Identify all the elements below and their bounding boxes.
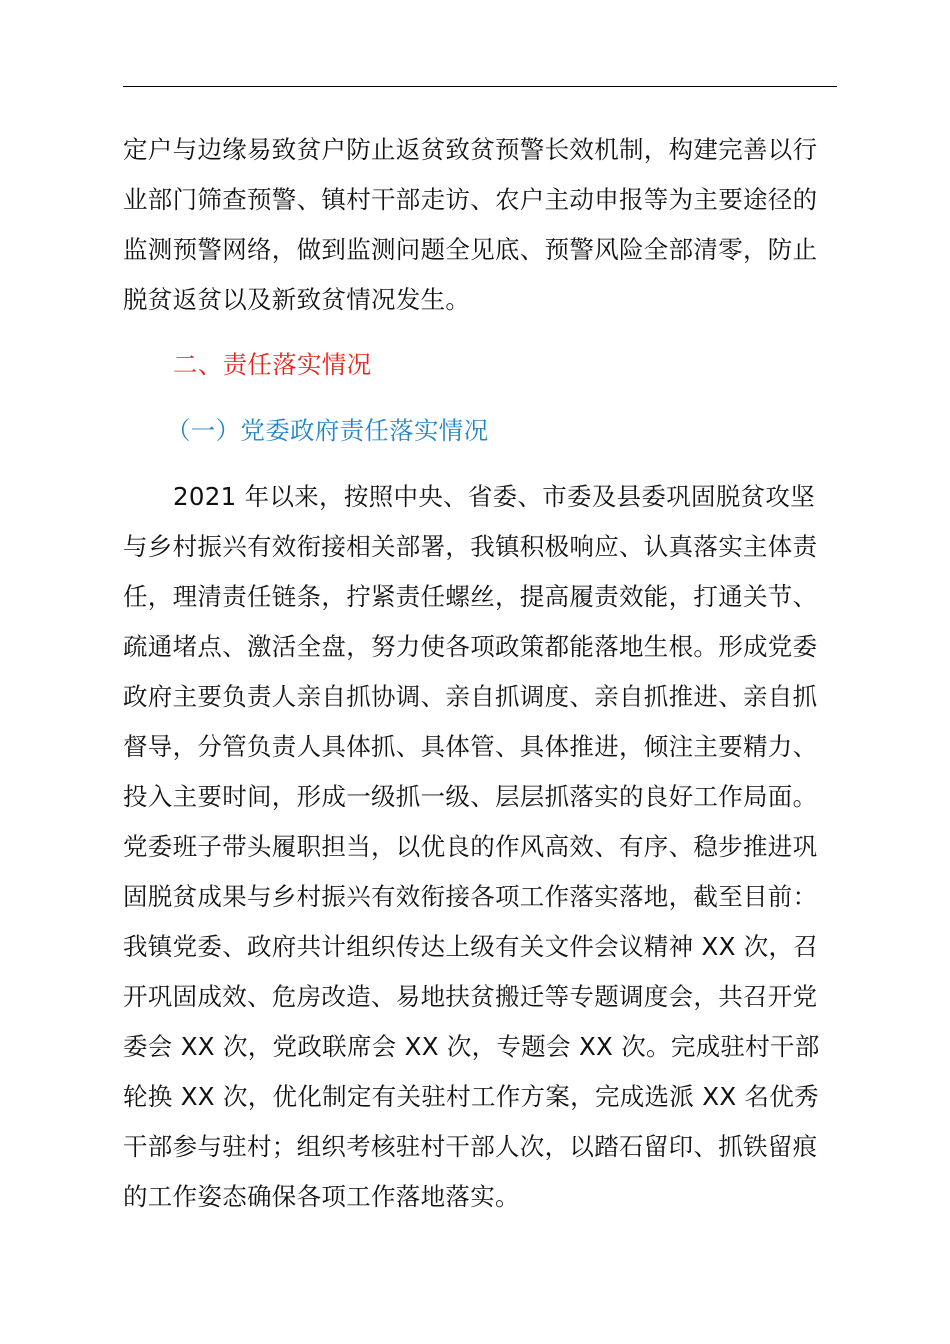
subsection-heading: （一）党委政府责任落实情况 (166, 416, 489, 445)
header-rule (123, 86, 837, 87)
intro-line-2: 业部门筛查预警、镇村干部走访、农户主动申报等为主要途径的 (123, 185, 818, 214)
body-line-6: 督导，分管负责人具体抓、具体管、具体推进，倾注主要精力、 (123, 732, 818, 761)
body-line-14: 干部参与驻村；组织考核驻村干部人次，以踏石留印、抓铁留痕 (123, 1132, 818, 1161)
body-line-5: 政府主要负责人亲自抓协调、亲自抓调度、亲自抓推进、亲自抓 (123, 682, 818, 711)
body-line-10: 我镇党委、政府共计组织传达上级有关文件会议精神 XX 次，召 (123, 932, 819, 961)
body-line-12: 委会 XX 次，党政联席会 XX 次，专题会 XX 次。完成驻村干部 (123, 1032, 820, 1061)
body-line-2: 与乡村振兴有效衔接相关部署，我镇积极响应、认真落实主体责 (123, 532, 818, 561)
body-line-7: 投入主要时间，形成一级抓一级、层层抓落实的良好工作局面。 (123, 782, 818, 811)
body-line-15: 的工作姿态确保各项工作落地落实。 (123, 1182, 520, 1211)
body-line-13: 轮换 XX 次，优化制定有关驻村工作方案，完成选派 XX 名优秀 (123, 1082, 819, 1111)
body-line-8: 党委班子带头履职担当，以优良的作风高效、有序、稳步推进巩 (123, 832, 818, 861)
body-line-1: 2021 年以来，按照中央、省委、市委及县委巩固脱贫攻坚 (173, 482, 816, 511)
body-line-11: 开巩固成效、危房改造、易地扶贫搬迁等专题调度会，共召开党 (123, 982, 818, 1011)
section-heading: 二、责任落实情况 (173, 350, 372, 379)
body-line-4: 疏通堵点、激活全盘，努力使各项政策都能落地生根。形成党委 (123, 632, 818, 661)
intro-line-4: 脱贫返贫以及新致贫情况发生。 (123, 285, 471, 314)
intro-line-3: 监测预警网络，做到监测问题全见底、预警风险全部清零，防止 (123, 235, 818, 264)
body-line-9: 固脱贫成果与乡村振兴有效衔接各项工作落实落地，截至目前： (123, 882, 818, 911)
body-line-3: 任，理清责任链条，拧紧责任螺丝，提高履责效能，打通关节、 (123, 582, 818, 611)
intro-line-1: 定户与边缘易致贫户防止返贫致贫预警长效机制，构建完善以行 (123, 135, 818, 164)
